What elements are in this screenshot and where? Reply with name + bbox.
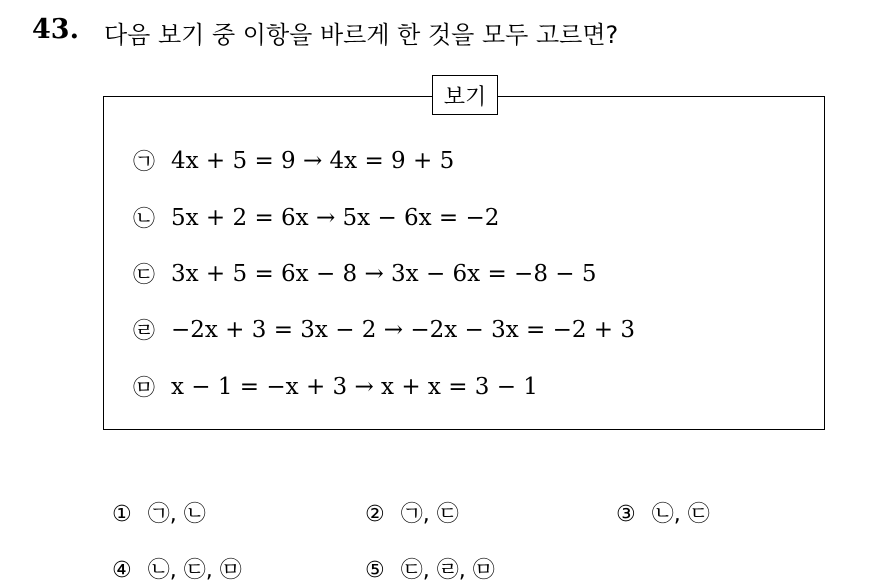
bogi-item-2 [133, 202, 499, 233]
bogi-item-5 [133, 371, 538, 402]
item-marker: ㉤ [133, 376, 156, 401]
bogi-item-4 [133, 314, 635, 345]
bogi-title: 보기 [432, 75, 498, 115]
choice-5[interactable] [365, 553, 495, 584]
choice-4[interactable] [112, 553, 242, 584]
choice-text: ㉠, ㉡ [147, 502, 206, 527]
item-equation: 4x + 5 = 9 → 4x = 9 + 5 [171, 147, 455, 174]
choice-number: ③ [616, 502, 636, 527]
choice-text: ㉠, ㉢ [400, 502, 459, 527]
item-equation: 5x + 2 = 6x → 5x − 6x = −2 [171, 204, 500, 231]
choice-number: ① [112, 502, 132, 527]
item-equation: −2x + 3 = 3x − 2 → −2x − 3x = −2 + 3 [171, 316, 636, 343]
choice-text: ㉢, ㉣, ㉤ [400, 558, 495, 583]
choice-number: ② [365, 502, 385, 527]
item-marker: ㉣ [133, 319, 156, 344]
bogi-item-1 [133, 145, 454, 176]
choice-3[interactable] [616, 497, 710, 528]
choice-2[interactable] [365, 497, 459, 528]
item-marker: ㉡ [133, 207, 156, 232]
question-number: 43. [32, 14, 79, 45]
choice-1[interactable] [112, 497, 206, 528]
item-equation: x − 1 = −x + 3 → x + x = 3 − 1 [171, 373, 538, 400]
choice-text: ㉡, ㉢ [651, 502, 710, 527]
question-text: 다음 보기 중 이항을 바르게 한 것을 모두 고르면? [104, 21, 619, 49]
item-equation: 3x + 5 = 6x − 8 → 3x − 6x = −8 − 5 [171, 260, 597, 287]
bogi-item-3 [133, 258, 596, 289]
item-marker: ㉢ [133, 263, 156, 288]
choice-number: ⑤ [365, 558, 385, 583]
choice-text: ㉡, ㉢, ㉤ [147, 558, 242, 583]
item-marker: ㉠ [133, 150, 156, 175]
choice-number: ④ [112, 558, 132, 583]
